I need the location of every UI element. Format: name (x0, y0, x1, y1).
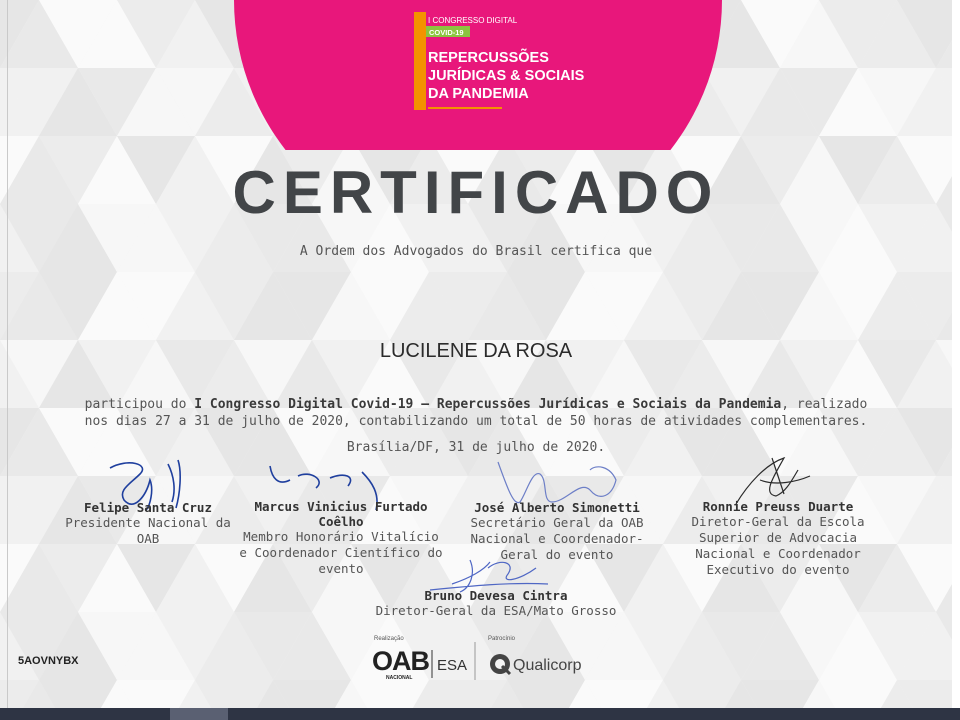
signatory-name: Bruno Devesa Cintra (424, 588, 568, 603)
signatory-marcus (224, 499, 458, 577)
body-suffix: , realizado (781, 397, 868, 412)
badge-line2: COVID-19 (429, 28, 464, 37)
signatory-jose (452, 500, 662, 563)
signatory-name: José Alberto Simonetti (474, 500, 640, 515)
body-prefix: participou do (84, 397, 195, 412)
signatory-role: Nacional e Coordenador- (470, 531, 644, 546)
signature-jose (498, 462, 616, 503)
signatory-name: Felipe Santa Cruz (84, 500, 212, 515)
body-line-1 (0, 396, 952, 413)
body-line-2: nos dias 27 a 31 de julho de 2020, contabilizando um total de 50 horas de atividades complementares. (84, 414, 868, 429)
signatory-role: Presidente Nacional da (65, 515, 231, 530)
signatory-bruno (346, 588, 646, 619)
badge-title-2: JURÍDICAS & SOCIAIS (428, 68, 585, 84)
esa-logo: ESA (437, 657, 468, 674)
event-header (0, 0, 952, 150)
patrocinio-label: Patrocínio (488, 636, 516, 642)
signatory-ronnie (672, 499, 884, 578)
footer-logos (360, 632, 600, 684)
taskbar-strip (0, 708, 960, 720)
intro-text: A Ordem dos Advogados do Brasil certifica que (299, 244, 653, 259)
signatory-role: Nacional e Coordenador (695, 546, 861, 561)
signatory-role: Membro Honorário Vitalício (243, 529, 439, 544)
signatory-role: Diretor-Geral da ESA/Mato Grosso (375, 603, 617, 618)
signatory-role: Superior de Advocacia (698, 530, 858, 545)
recipient-name: LUCILENE DA ROSA (379, 340, 573, 362)
certificate-title: CERTIFICADO (232, 159, 720, 226)
signatory-role: Secretário Geral da OAB (470, 515, 644, 530)
badge-title-3: DA PANDEMIA (428, 86, 529, 102)
badge-orange-bar (414, 12, 426, 110)
signatory-name: Coêlho (318, 514, 364, 529)
badge-underline (428, 107, 502, 109)
signature-ronnie (736, 458, 810, 504)
signatory-felipe (56, 500, 240, 547)
taskbar-segment (170, 708, 228, 720)
event-name: I Congresso Digital Covid-19 – Repercussões Jurídicas e Sociais da Pandemia (194, 397, 782, 412)
signatory-name: Marcus Vinicius Furtado (254, 499, 428, 514)
verification-code: 5AOVNYBX (18, 655, 79, 667)
signatory-name: Ronnie Preuss Duarte (702, 499, 854, 514)
badge-title-1: REPERCUSSÕES (428, 50, 549, 66)
signatory-role: Geral do evento (500, 547, 614, 562)
signatory-role: OAB (136, 531, 160, 546)
place-date: Brasília/DF, 31 de julho de 2020. (346, 440, 606, 455)
sponsor-logo: Qualicorp (513, 657, 582, 674)
signatory-role: Diretor-Geral da Escola (691, 514, 865, 529)
badge-line1: I CONGRESSO DIGITAL (428, 16, 518, 25)
oab-sub: NACIONAL (386, 675, 413, 681)
signatory-role: Executivo do evento (706, 562, 850, 577)
signatory-role: evento (318, 561, 364, 576)
realizacao-label: Realização (374, 636, 404, 642)
oab-logo: OAB (372, 646, 429, 676)
body-text (0, 396, 952, 430)
signatory-role: e Coordenador Científico do (239, 545, 443, 560)
